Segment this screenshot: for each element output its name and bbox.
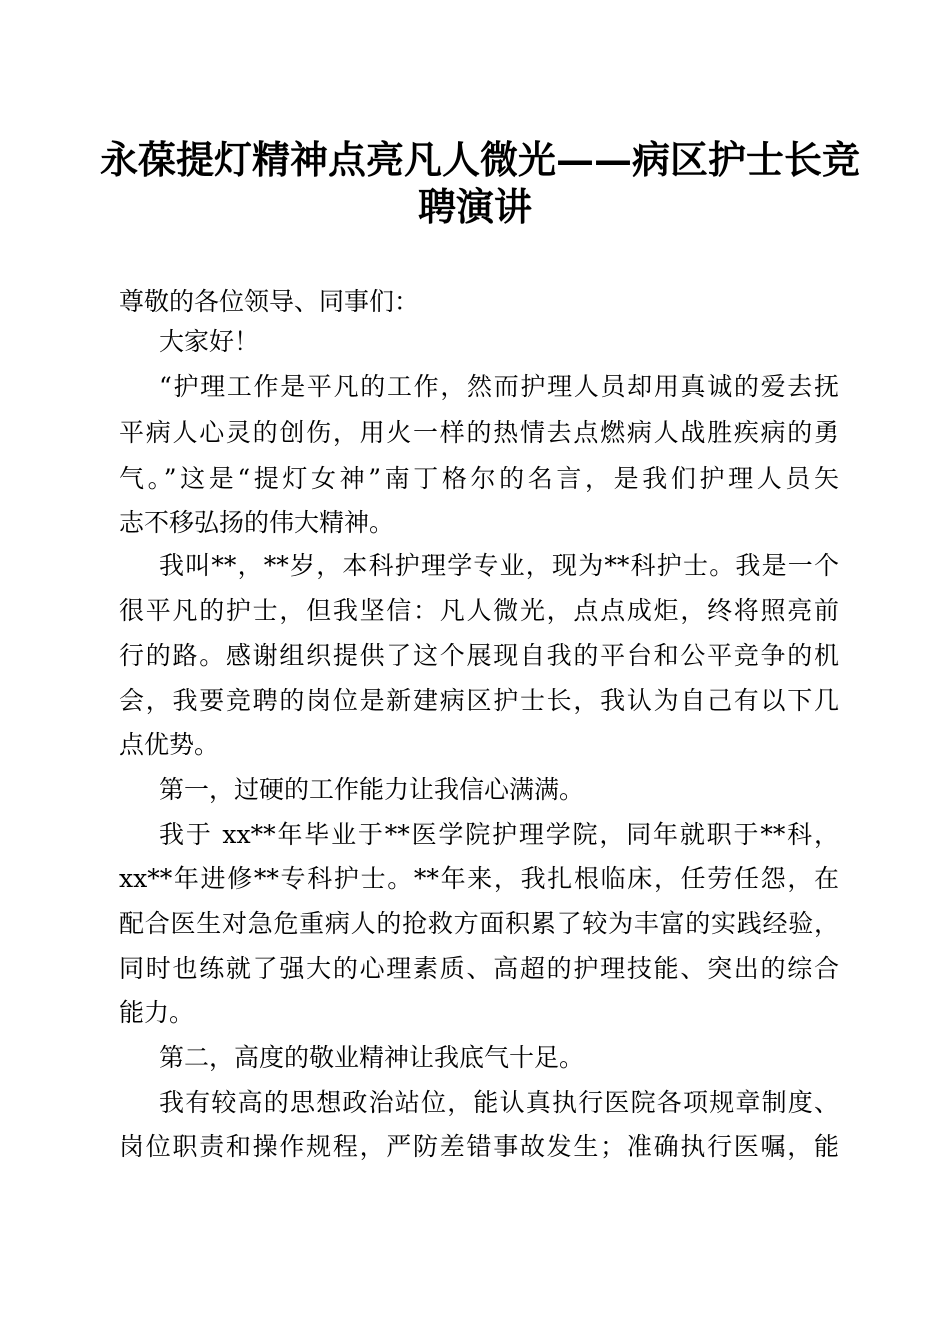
paragraph-1-line: 气。”这是“提灯女神”南丁格尔的名言，是我们护理人员矢	[119, 464, 839, 493]
paragraph-4-line: 岗位职责和操作规程，严防差错事故发生；准确执行医嘱，能	[119, 1132, 839, 1161]
paragraph-2-line: 点优势。	[119, 730, 220, 759]
greeting: 大家好！	[159, 327, 260, 356]
paragraph-3-line: 我于 xx**年毕业于**医学院护理学院，同年就职于**科，	[159, 820, 839, 849]
paragraph-3-line: 配合医生对急危重病人的抢救方面积累了较为丰富的实践经验，	[119, 909, 839, 938]
paragraph-4-line: 我有较高的思想政治站位，能认真执行医院各项规章制度、	[159, 1088, 839, 1117]
section-heading-2: 第二，高度的敬业精神让我底气十足。	[159, 1043, 585, 1072]
salutation: 尊敬的各位领导、同事们：	[119, 287, 420, 316]
paragraph-2-line: 行的路。感谢组织提供了这个展现自我的平台和公平竞争的机	[119, 641, 839, 670]
document-title-line-2: 聘演讲	[417, 184, 532, 229]
paragraph-3-line: 能力。	[119, 998, 195, 1027]
paragraph-2-line: 会，我要竞聘的岗位是新建病区护士长，我认为自己有以下几	[119, 686, 839, 715]
paragraph-2-line: 我叫**，**岁，本科护理学专业，现为**科护士。我是一个	[159, 551, 839, 580]
paragraph-1-line: “护理工作是平凡的工作，然而护理人员却用真诚的爱去抚	[159, 372, 839, 401]
paragraph-1-line: 平病人心灵的创伤，用火一样的热情去点燃病人战胜疾病的勇	[119, 418, 839, 447]
paragraph-2-line: 很平凡的护士，但我坚信：凡人微光，点点成炬，终将照亮前	[119, 596, 839, 625]
paragraph-1-line: 志不移弘扬的伟大精神。	[119, 508, 395, 537]
paragraph-3-line: xx**年进修**专科护士。**年来，我扎根临床，任劳任怨，在	[119, 864, 839, 893]
section-heading-1: 第一，过硬的工作能力让我信心满满。	[159, 775, 585, 804]
document-title-line-1: 永葆提灯精神点亮凡人微光——病区护士长竞	[100, 137, 861, 182]
paragraph-3-line: 同时也练就了强大的心理素质、高超的护理技能、突出的综合	[119, 954, 839, 983]
